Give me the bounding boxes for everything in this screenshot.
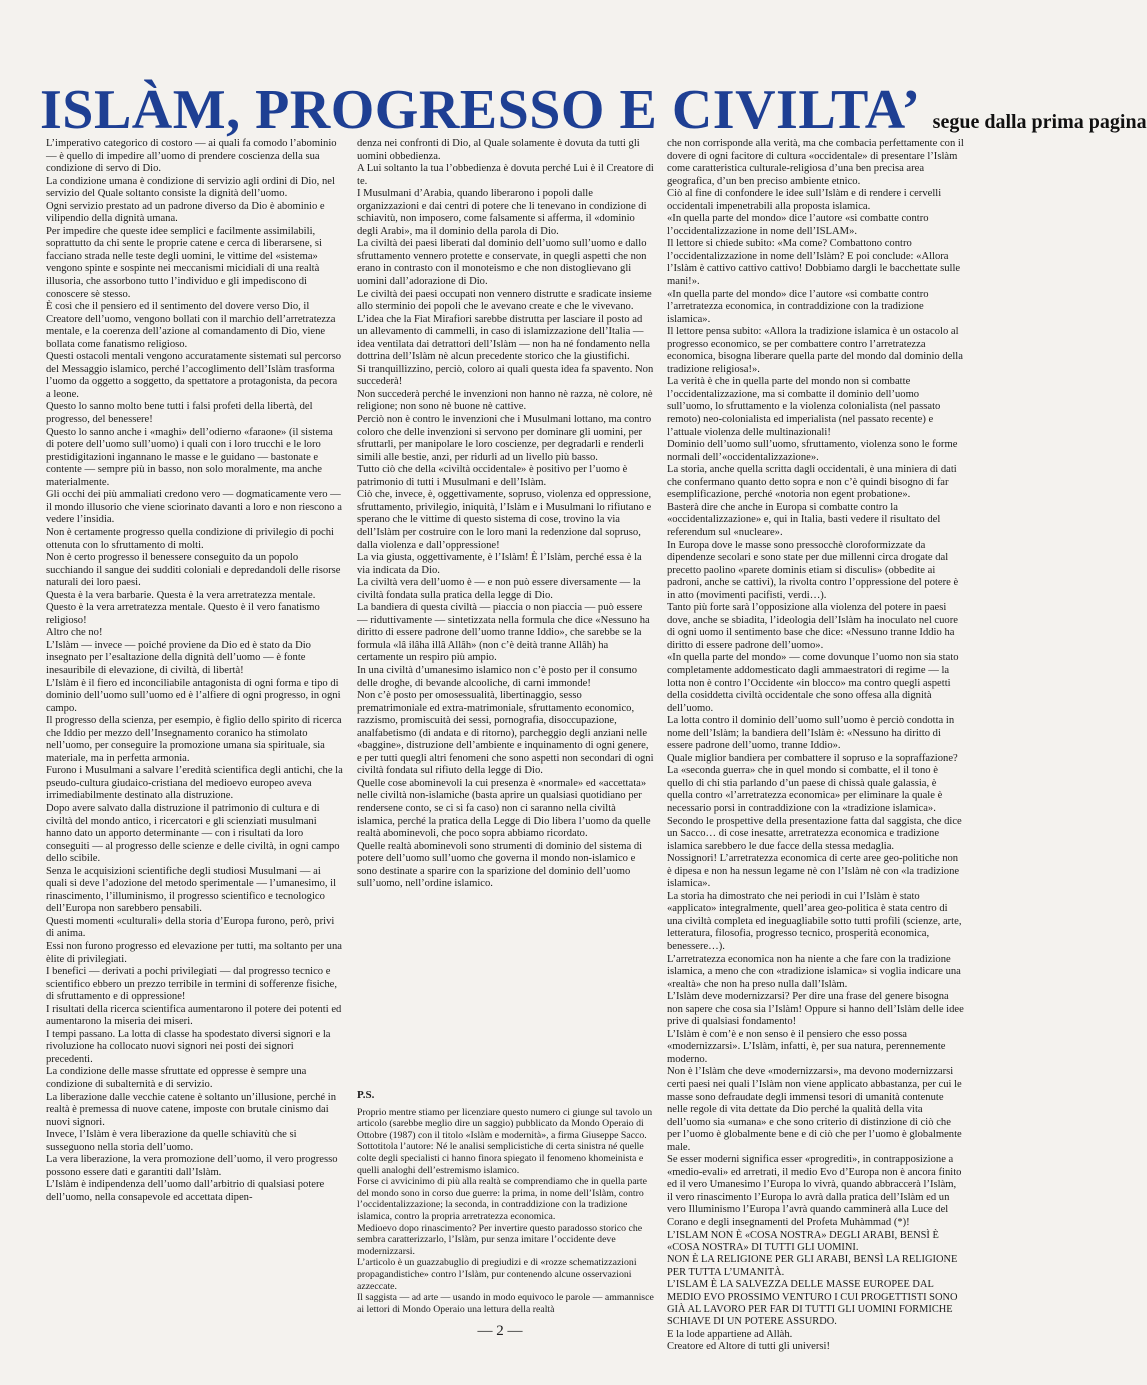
paragraph: L’articolo è un guazzabuglio di pregiudizi e di «rozze schematizzazioni propagandistiche» contro l’Islàm, pur contenendo alcune osservazioni azzeccate. xyxy=(357,1257,637,1292)
paragraph: Il lettore si chiede subito: «Ma come? Combattono contro l’occidentalizzazione in nome dell’Islàm? E poi conclude: «Allora l’Islàm è cattivo cattivo cattivo! Dobbiamo dargli le bacchettate sulle mani!». xyxy=(667,238,961,288)
paragraph: Sottotitola l’autore: Né le analisi semplicistiche di certa sinistra né quelle colte degli specialisti ci hanno finora spiegato il fenomeno khomeinista e quelli analoghi dell’estremismo islamico. xyxy=(357,1141,644,1176)
paragraph: L’Islàm è com’è e non senso è il pensiero che esso possa «modernizzarsi». L’Islàm, infatti, è, per sua natura, perennemente moderno. xyxy=(667,1028,946,1065)
paragraph: Il progresso della scienza, per esempio, è figlio dello spirito di ricerca che Iddio per mezzo dell’Insegnamento coranico ha stimolato nell’uomo, per conseguire la promozione umana sia spirituale, sia materiale, ma in perfetta armonia. xyxy=(46,715,342,764)
paragraph: Ciò al fine di confondere le idee sull’Islàm e di rendere i cervelli occidentali impenetrabili alla proposta islamica. xyxy=(667,188,942,212)
paragraph: L’Islàm deve modernizzarsi? Per dire una frase del genere bisogna non sapere che cosa sia l’Islàm! Oppure si hanno dell’Islàm delle idee prive di qualsiasi fondamento! xyxy=(667,991,964,1028)
paragraph: I risultati della ricerca scientifica aumentarono il potere dei potenti ed aumentarono la miseria dei miseri. xyxy=(46,1003,342,1028)
paragraph: Secondo le prospettive della presentazione fatta dal saggista, che dice un Sacco… di cose inesatte, arretratezza economica e tradizione islamica sarebbero le due facce della stessa medaglia. xyxy=(667,815,962,852)
paragraph: La condizione delle masse sfruttate ed oppresse è sempre una condizione di subalternità e di servizio. xyxy=(46,1066,307,1091)
paragraph: Questi ostacoli mentali vengono accuratamente sistemati sul percorso del Messaggio islamico, perché l’accoglimento dell’Islàm trasforma l’uomo da oggetto a soggetto, da spettatore a protagonista, da pecora a leone. xyxy=(46,351,342,400)
paragraph: Essi non furono progresso ed elevazione per tutti, ma soltanto per una èlite di privilegiati. xyxy=(46,941,342,965)
paragraph: La via giusta, oggettivamente, è l’Islàm! È l’Islàm, perché essa è la via indicata da Dio. xyxy=(357,552,642,576)
paragraph: I Musulmani d’Arabia, quando liberarono i popoli dalle organizzazioni e dai centri di potere che li tenevano in condizione di schiavitù, non imposero, come falsamente si afferma, il «dominio degli Arabi», ma il dominio della parola di Dio. xyxy=(357,188,647,237)
paragraph: che non corrisponde alla verità, ma che combacia perfettamente con il dovere di ogni facitore di cultura «occidentale» di presentare l’Islàm come caratteristica culturale-religiosa d’una ben precisa area geografica, d’un ben preciso ambiente etnico. xyxy=(667,138,964,187)
article-title: ISLÀM, PROGRESSO E CIVILTA’ xyxy=(40,79,921,141)
paragraph: La condizione umana è condizione di servizio agli ordini di Dio, nel servizio del Quale soltanto consiste la dignità dell’uomo. xyxy=(46,175,335,200)
headline xyxy=(40,78,1147,142)
postscript xyxy=(357,1090,654,1315)
paragraph: Dominio dell’uomo sull’uomo, sfruttamento, violenza sono le forme normali dell’«occidentalizzazione». xyxy=(667,439,958,463)
paragraph: La «seconda guerra» che in quel mondo si combatte, el il tono è quello di chi stia parlando d’un paese di chissà quale galassia, è quella contro «l’arretratezza economica» per eliminare la quale è necessario porsi in contraddizione con la «tradizione islamica». xyxy=(667,765,943,814)
paragraph: Si tranquillizzino, perciò, coloro ai quali questa idea fa spavento. Non succederà! xyxy=(357,363,654,388)
paragraph: «In quella parte del mondo» — come dovunque l’uomo non sia stato completamente addomesticato dagli ammaestratori di regime — la lotta non è contro l’Occidente «in blocco» ma contro quegli aspetti della cosiddetta civiltà occidentale che sono offesa alla dignità dell’uomo. xyxy=(667,652,959,714)
paragraph: Le civiltà dei paesi occupati non vennero distrutte e sradicate insieme allo sterminio dei popoli che le avevano create e che le vivevano. xyxy=(357,288,652,313)
paragraph: Non è certamente progresso quella condizione di privilegio di pochi ottenuta con lo sfruttamento di molti. xyxy=(46,526,335,551)
paragraph: L’Islàm è indipendenza dell’uomo dall’arbitrio di qualsiasi potere dell’uomo, nella consapevole ed accettata dipen- xyxy=(46,1179,325,1203)
paragraph: Tutto ciò che della «civiltà occidentale» è positivo per l’uomo è patrimonio di tutti i Musulmani e dell’Islàm. xyxy=(357,464,628,488)
paragraph: In una civiltà d’umanesimo islamico non c’è posto per il consumo delle droghe, di bevande alcooliche, di carni immonde! xyxy=(357,664,638,689)
paragraph: La verità è che in quella parte del mondo non si combatte l’occidentalizzazione, ma si combatte il dominio dell’uomo sull’uomo, lo sfruttamento e la violenza colonialista (nel passato remoto) neo-colonialista ed imperialista (nel passato recente) e l’attuale violenza delle multinazionali! xyxy=(667,376,941,438)
paragraph: Quale miglior bandiera per combattere il sopruso e la sopraffazione? xyxy=(667,752,958,764)
paragraph: A Lui soltanto la tua l’obbedienza è dovuta perché Lui è il Creatore di te. xyxy=(357,163,654,187)
paragraph: Ogni servizio prestato ad un padrone diverso da Dio è abominio e vilipendio della dignità umana. xyxy=(46,200,325,225)
paragraph: Senza le acquisizioni scientifiche degli studiosi Musulmani — ai quali si deve l’adozione del metodo sperimentale — l’umanesimo, il rinascimento, l’illuminismo, il progresso scientifico e tecnologico dell’Europa non sarebbero pensabili. xyxy=(46,865,337,915)
paragraph: L’idea che la Fiat Mirafiori sarebbe distrutta per lasciare il posto ad un allevamento di cammelli, in caso di islamizzazione dell’Italia — idea ventilata dai detrattori dell’Islàm — non ha né fondamento nella dottrina dell’Islàm nè alcun precedente storico che la giustifichi. xyxy=(357,313,650,363)
paragraph: Altro che no! xyxy=(46,627,103,639)
paragraph: Non è l’Islàm che deve «modernizzarsi», ma devono modernizzarsi certi paesi nei quali l’Islàm non viene applicato abbastanza, per cui le masse sono defraudate degli immensi tesori di umanità contenute nelle regole di vita dettate da Dio perché la qualità della vita dell’uomo sia «umana» e che sono criterio di distinzione di ciò che per l’uomo è globalmente bene e di ciò che per l’uomo è globalmente male. xyxy=(667,1066,962,1153)
closing-statement: L’ISLAM NON È «COSA NOSTRA» DEGLI ARABI, BENSÌ È «COSA NOSTRA» DI TUTTI GLI UOMINI. xyxy=(667,1229,939,1253)
paragraph: Perciò non è contro le invenzioni che i Musulmani lottano, ma contro coloro che delle invenzioni si servono per dominare gli uomini, per sfruttarli, per manipolare le loro coscienze, per degradarli e renderli simili alle bestie, anzi, per ridurli ad un livello più basso. xyxy=(357,414,652,463)
text-column-1 xyxy=(46,138,343,1204)
paragraph: La civiltà dei paesi liberati dal dominio dell’uomo sull’uomo e dallo sfruttamento vennero protette e conservate, in quegli aspetti che non erano in contrasto con il monoteismo e che non distoglievano gli uomini dall’adorazione di Dio. xyxy=(357,238,647,288)
paragraph: È così che il pensiero ed il sentimento del dovere verso Dio, il Creatore dell’uomo, vengono bollati con il marchio dell’arretratezza mentale, e la coerenza dell’azione al comandamento di Dio, viene bollata come fanatismo religioso. xyxy=(46,301,336,350)
paragraph: Il lettore pensa subito: «Allora la tradizione islamica è un ostacolo al progresso economico, se per combattere contro l’arretratezza economica, bisogna liberare quella parte del mondo dal dominio della tradizione religiosa!». xyxy=(667,326,963,375)
closing-statement: NON È LA RELIGIONE PER GLI ARABI, BENSÌ LA RELIGIONE PER TUTTA L’UMANITÀ. xyxy=(667,1254,958,1278)
paragraph: Invece, l’Islàm è vera liberazione da quelle schiavitù che si susseguono nella storia dell’uomo. xyxy=(46,1129,297,1153)
paragraph: «In quella parte del mondo» dice l’autore «si combatte contro l’arretratezza economica, in contraddizione con la tradizione islamica». xyxy=(667,288,929,325)
paragraph: Nossignori! L’arretratezza economica di certe aree geo-politiche non è dipesa e non ha nessun legame nè con l’Islàm nè con «la tradizione islamica». xyxy=(667,853,960,890)
paragraph: La storia ha dimostrato che nei periodi in cui l’Islàm è stato «applicato» integralmente, quell’area geo-politica è stata centro di una civiltà completa ed ineguagliabile sotto tutti profili (scienze, arte, letteratura, filosofia, progresso tecnico, prosperità economica, benessere…). xyxy=(667,890,962,952)
paragraph: Non c’è posto per omosessualità, libertinaggio, sesso prematrimoniale ed extra-matrimoniale, sfruttamento economico, razzismo, promiscuità dei sessi, pornografia, disoccupazione, analfabetismo (di andata e di ritorno), parcheggio degli anziani nelle «baggine», distruzione dell’ambiente e inquinamento di ogni genere, e per tutti quegli altri fenomeni che sono aspetti non secondari di ogni civiltà fondata sul rifiuto della legge di Dio. xyxy=(357,690,654,777)
paragraph: Ciò che, invece, è, oggettivamente, sopruso, violenza ed oppressione, sfruttamento, privilegio, iniquità, l’Islàm e i Musulmani lo rifiutano e sperano che le vittime di questo sistema di cose, trovino la via dell’Islàm per costruire con le loro mani la redenzione dal sopruso, dalla violenza e dall’oppressione! xyxy=(357,489,652,551)
paragraph: Non è certo progresso il benessere conseguito da un popolo succhiando il sangue dei sudditi coloniali e depredandoli delle risorse naturali dei loro paesi. xyxy=(46,552,341,589)
paragraph: L’Islàm — invece — poiché proviene da Dio ed è stato da Dio insegnato per l’esaltazione della dignità dell’uomo — è fonte inesauribile di elevazione, di civiltà, di libertà! xyxy=(46,639,311,676)
paragraph: La bandiera di questa civiltà — piaccia o non piaccia — può essere — riduttivamente — sintetizzata nella formula che dice «Nessuno ha diritto di essere padrone dell’uomo tranne Iddio», che sarebbe se la formula «lâ ilâha illâ Allâh» (non c’è deità tranne Allâh) ha certamente un respiro più ampio. xyxy=(357,602,650,664)
paragraph: Proprio mentre stiamo per licenziare questo numero ci giunge sul tavolo un articolo (sarebbe meglio dire un saggio) pubblicato da Mondo Operaio di Ottobre (1987) con il titolo «Islàm e modernità», a firma Giuseppe Sacco. xyxy=(357,1106,653,1141)
closing-statement: L’ISLAM È LA SALVEZZA DELLE MASSE EUROPEE DAL MEDIO EVO PROSSIMO VENTURO I CUI PROGETTISTI SONO GIÀ AL LAVORO PER FAR DI TUTTI GLI UOMINI FORMICHE SCHIAVE DI UN POTERE ASSURDO. xyxy=(667,1279,958,1328)
closing-line: Creatore ed Altore di tutti gli universi! xyxy=(667,1341,830,1353)
paragraph: Forse ci avvicinimo di più alla realtà se comprendiamo che in quella parte del mondo sono in corso due guerre: la prima, in nome dell’Islàm, contro l’occidentalizzazione; la seconda, in contraddizione con la tradizione islamica, contro la propria arretratezza economica. xyxy=(357,1176,647,1222)
paragraph: Medioevo dopo rinascimento? Per invertire questo paradosso storico che sembra caratterizzarlo, l’Islàm, pur senza imitare l’occidente deve modernizzarsi. xyxy=(357,1222,643,1257)
paragraph: Il saggista — ad arte — usando in modo equivoco le parole — ammannisce ai lettori di Mondo Operaio una lettura della realtà xyxy=(357,1292,654,1315)
paragraph: L’imperativo categorico di costoro — ai quali fa comodo l’abominio — è quello di impedire all’uomo di prendere coscienza della sua condizione di servo di Dio. xyxy=(46,138,337,175)
postscript-title: P.S. xyxy=(357,1089,375,1101)
paragraph: Se esser moderni significa esser «progrediti», in contrapposizione a «medio-evali» ed arretrati, il medio Evo d’Europa non è ancora finito ed il vero Umanesimo l’Europa lo vivrà, quando abbraccerà l’Islàm, il vero rinascimento l’Europa lo avrà dalla pratica dell’Islàm ed un vero Illuminismo l’Europa l’avrà quando camminerà alla Luce del Corano e degli insegnamenti del Profeta Muhàmmad (*)! xyxy=(667,1154,962,1229)
paragraph: Furono i Musulmani a salvare l’eredità scientifica degli antichi, che la pseudo-cultura giudaico-cristiana del medioevo europeo aveva irrimediabilmente destinato alla distruzione. xyxy=(46,765,343,802)
paragraph: Dopo avere salvato dalla distruzione il patrimonio di cultura e di civiltà del mondo antico, i ricercatori e gli scienziati musulmani hanno dato un apporto determinante — con i risultati da loro conseguiti — al progresso delle scienze e delle civiltà, in ogni campo dello scibile. xyxy=(46,802,340,865)
paragraph: Questo lo sanno molto bene tutti i falsi profeti della libertà, del progresso, del benessere! xyxy=(46,401,313,426)
closing-line: E la lode appartiene ad Allàh. xyxy=(667,1328,793,1340)
paragraph: I tempi passano. La lotta di classe ha spodestato diversi signori e la rivoluzione ha collocato nuovi signori nei posti dei signori precedenti. xyxy=(46,1028,331,1065)
paragraph: «In quella parte del mondo» dice l’autore «si combatte contro l’occidentalizzazione in nome dell’ISLAM». xyxy=(667,213,929,237)
paragraph: denza nei confronti di Dio, al Quale solamente è dovuta da tutti gli uomini obbedienza. xyxy=(357,138,640,162)
text-column-2 xyxy=(357,138,654,891)
text-column-3 xyxy=(667,138,964,1354)
paragraph: La civiltà vera dell’uomo è — e non può essere diversamente — la civiltà fondata sulla pratica della legge di Dio. xyxy=(357,577,641,601)
paragraph: Quelle realtà abominevoli sono strumenti di dominio del sistema di potere dell’uomo sull’uomo che governa il mondo non-islamico e sono destinate a sparire con la sparizione del dominio dell’uomo sull’uomo, nell’ordine islamico. xyxy=(357,840,643,890)
paragraph: La lotta contro il dominio dell’uomo sull’uomo è perciò condotta in nome dell’Islàm; la bandiera dell’Islàm è: «Nessuno ha diritto di essere padrone dell’uomo, tranne Iddio». xyxy=(667,715,955,752)
page-number: — 2 — xyxy=(477,1323,523,1339)
paragraph: La liberazione dalle vecchie catene è soltanto un’illusione, perché in realtà è premessa di nuove catene, imposte con brutale cinismo dai nuovi signori. xyxy=(46,1091,337,1128)
paragraph: La vera liberazione, la vera promozione dell’uomo, il vero progresso possono essere dati e garantiti dall’Islàm. xyxy=(46,1154,338,1178)
paragraph: Gli occhi dei più ammaliati credono vero — dogmaticamente vero — il mondo illusorio che viene sciorinato davanti a loro e non riescono a vedere l’insidia. xyxy=(46,489,342,526)
paragraph: L’arretratezza economica non ha niente a che fare con la tradizione islamica, a meno che con «tradizione islamica» si voglia indicare una «realtà» che non ha preso nulla dall’Islàm. xyxy=(667,953,961,990)
paragraph: La storia, anche quella scritta dagli occidentali, è una miniera di dati che confermano quanto detto sopra e non c’è quindi bisogno di far esemplificazione, perché «notoria non egent probatione». xyxy=(667,464,957,501)
paragraph: In Europa dove le masse sono pressocchè cloroformizzate da dipendenze secolari e sono state per due millenni circa drogate dal precetto paolino «parete dominis etiam si disculis» (obbedite ai padroni, anche se cattivi), la rivolta contro l’oppressione del potere è in atto (movimenti pacifisti, verdi…). xyxy=(667,539,959,601)
paragraph: Quelle cose abominevoli la cui presenza è «normale» ed «accettata» nelle civiltà non-islamiche (basta aprire un qualsiasi quotidiano per rendersene conto, se ci si fa caso) non ci saranno nella civiltà islamica, perché la pratica della Legge di Dio libera l’uomo da quelle realtà abominevoli, che poco sopra abbiamo ricordato. xyxy=(357,777,651,840)
paragraph: Basterà dire che anche in Europa si combatte contro la «occidentalizzazione» e, qui in Italia, basti vedere il risultato del referendum sul «nucleare». xyxy=(667,501,941,538)
paragraph: Per impedire che queste idee semplici e facilmente assimilabili, soprattutto da chi sente le proprie catene e cerca di liberarsene, si facciano strada nelle teste degli uomini, le vittime del «sistema» vengono spinte e sospinte nei meccanismi micidiali di una realtà illusoria, che assorbono tutto l’individuo e gli impediscono di conoscere sè stesso. xyxy=(46,225,322,300)
paragraph: Questi momenti «culturali» della storia d’Europa furono, però, privi di anima. xyxy=(46,915,335,940)
paragraph: Tanto più forte sarà l’opposizione alla violenza del potere in paesi dove, anche se sbiadita, l’ideologia dell’Islàm ha inoculato nel cuore di ogni uomo il sentimento base che dice: «Nessuno tranne Iddio ha diritto di essere padrone dell’uomo». xyxy=(667,602,958,651)
paragraph: Non succederà perché le invenzioni non hanno nè razza, nè colore, nè religione; non sono nè buone nè cattive. xyxy=(357,388,653,413)
paragraph: I benefici — derivati a pochi privilegiati — dal progresso tecnico e scientifico ebbero un prezzo terribile in termini di sofferenze fisiche, di sfruttamento e di oppressione! xyxy=(46,966,338,1003)
article-subtitle: segue dalla prima pagina xyxy=(932,111,1147,133)
paragraph: Questo lo sanno anche i «maghi» dell’odierno «faraone» (il sistema di potere dell’uomo sull’uomo) i quali con i loro trucchi e le loro prestidigitazioni ingannano le masse e le guidano — bastonate e contente — sempre più in basso, non solo moralmente, ma anche materialmente. xyxy=(46,426,333,488)
paragraph: L’Islàm è il fiero ed inconciliabile antagonista di ogni forma e tipo di dominio dell’uomo sull’uomo ed è l’alfiere di ogni progresso, in ogni campo. xyxy=(46,677,341,714)
paragraph: Questa è la vera barbarie. Questa è la vera arretratezza mentale. Questo è la vera arretratezza mentale. Questo è il vero fanatismo religioso! xyxy=(46,589,320,626)
